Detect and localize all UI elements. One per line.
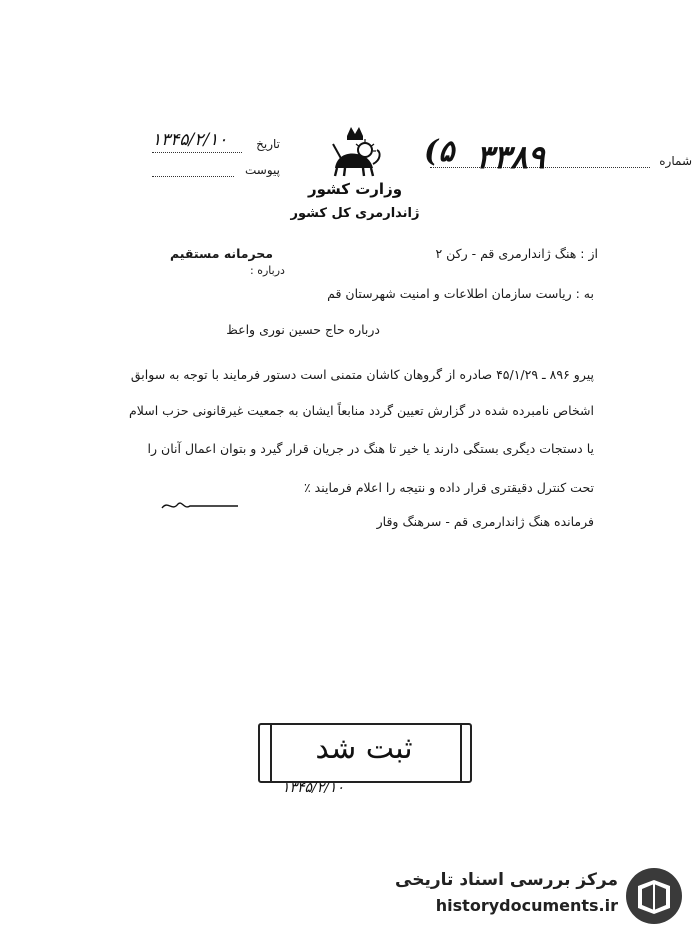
date-label: تاریخ — [256, 137, 280, 151]
archive-name: مرکز بررسی اسناد تاریخی — [395, 870, 618, 890]
from-line: از : هنگ ژاندارمری قم - رکن ۲ — [435, 246, 598, 261]
number-label: شماره — [659, 154, 692, 168]
signature-line: فرمانده هنگ ژاندارمری قم - سرهنگ وقار — [376, 514, 594, 529]
stamp-date: ۱۳۴۵/۲/۱۰ — [282, 780, 345, 796]
subject-line: درباره حاج حسین نوری واعظ — [226, 322, 380, 337]
body-line-1: پیرو ۸۹۶ ـ ۴۵/۱/۲۹ صادره از گروهان کاشان متمنی است دستور فرمایند با توجه به سوابق — [130, 367, 594, 382]
body-line-4: تحت کنترل دقیقتری قرار داده و نتیجه را اعلام فرمایند ٪ — [303, 480, 594, 495]
attachment-label: پیوست — [245, 163, 280, 177]
handwritten-initials — [160, 498, 240, 514]
archive-logo — [624, 866, 684, 926]
date-value: ۱۳۴۵/۲/۱۰ — [152, 130, 228, 150]
archive-site: historydocuments.ir — [435, 896, 618, 915]
number-prefix-handwritten: (۵ — [424, 134, 455, 169]
stamp-text: ثبت شد — [315, 731, 413, 766]
number-value: ۳۳۸۹ — [476, 138, 545, 176]
lion-and-sun-emblem — [325, 124, 385, 180]
registered-stamp — [258, 723, 472, 783]
gendarmerie-title: ژاندارمری کل کشور — [290, 206, 420, 221]
body-line-3: یا دستجات دیگری بستگی دارند یا خیر تا هنگ در جریان قرار گیرد و بتوان اعمال آنان را — [147, 441, 594, 456]
classification: محرمانه مستقیم — [170, 246, 274, 261]
attachment-dotted-line — [152, 176, 234, 177]
subject-label: درباره : — [250, 264, 285, 277]
ministry-title: وزارت کشور — [307, 180, 403, 198]
body-line-2: اشخاص نامبرده شده در گزارش تعیین گردد منابعاً ایشان به جمعیت غیرقانونی حزب اسلام — [129, 403, 594, 418]
date-dotted-line — [152, 152, 242, 153]
to-line: به : ریاست سازمان اطلاعات و امنیت شهرستان قم — [327, 286, 594, 301]
